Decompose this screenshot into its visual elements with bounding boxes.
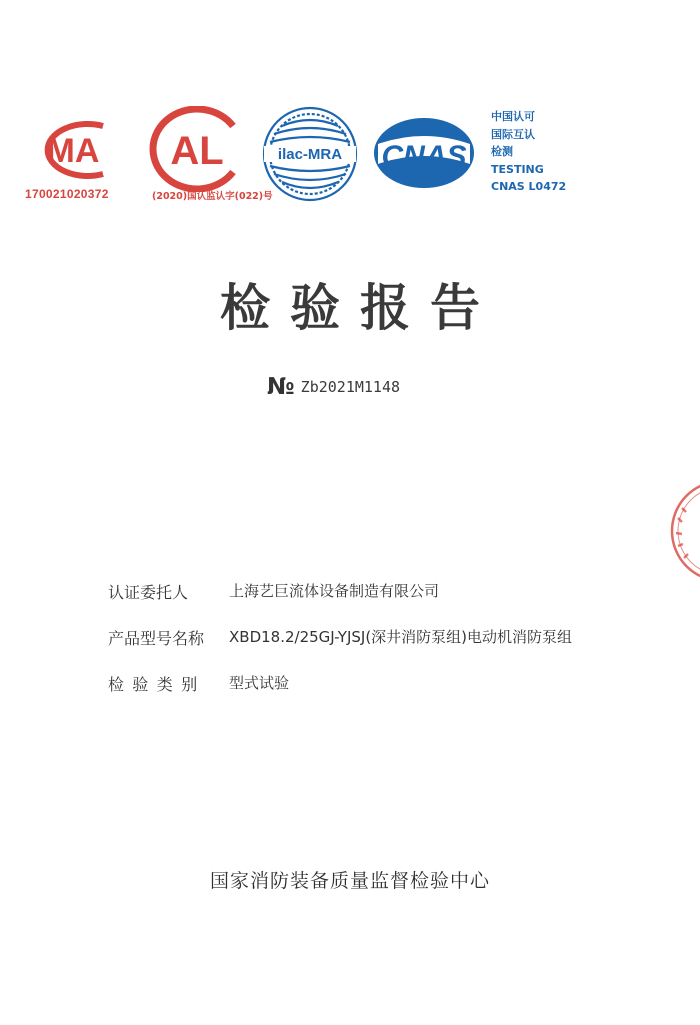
field-product (108, 626, 678, 672)
cal-logo-icon (145, 106, 247, 192)
report-fields (108, 580, 678, 718)
field-value: 上海艺巨流体设备制造有限公司 (229, 582, 440, 600)
report-number-value: Zb2021M1148 (300, 378, 401, 396)
report-number (267, 374, 400, 400)
ilac-logo-text: ilac-MRA (277, 146, 343, 163)
page-title: 检验报告 (220, 279, 500, 337)
cnas-line: 检测 (491, 145, 513, 158)
field-client (108, 580, 678, 626)
field-label: 产品型号名称 (108, 629, 205, 648)
cnas-line: 国际互认 (491, 127, 535, 141)
cma-logo-text: MA (46, 132, 100, 170)
field-value: XBD18.2/25GJ-YJSJ(深井消防泵组)电动机消防泵组 (229, 628, 573, 646)
number-sign: № (267, 374, 295, 400)
cnas-logo-text: CNAS (381, 140, 467, 173)
field-label: 认证委托人 (108, 583, 189, 602)
cal-logo-text: AL (170, 129, 224, 173)
cnas-line: TESTING (491, 162, 544, 176)
cnas-accreditation-text (491, 108, 566, 196)
field-label: 检验类别 (108, 675, 206, 694)
ilac-mra-logo-icon (260, 104, 360, 204)
cnas-line: CNAS L0472 (491, 180, 567, 193)
seal-stamp-icon (660, 478, 700, 584)
cma-number: 170021020372 (25, 187, 109, 201)
cnas-line: 中国认可 (491, 110, 535, 123)
field-value: 型式试验 (229, 674, 290, 692)
cnas-logo-icon (370, 114, 478, 192)
cma-logo-icon (23, 118, 129, 182)
issuing-organization: 国家消防装备质量监督检验中心 (209, 870, 490, 892)
certification-logos (20, 100, 600, 210)
field-test-type (108, 672, 678, 718)
cal-approval-number: (2020)国认监认字(022)号 (152, 191, 273, 202)
